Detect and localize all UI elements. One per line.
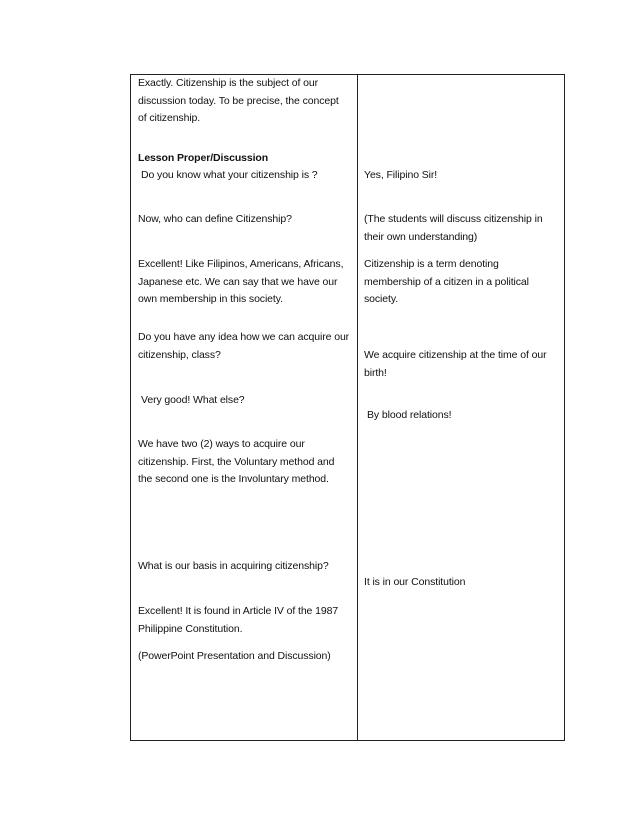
question-citizenship: Do you know what your citizenship is ? [141,169,318,181]
teacher-remark-very-good: Very good! What else? [141,394,245,406]
column-divider [357,74,358,741]
answer-definition: Citizenship is a term denoting membership of a citizen in a political society. [364,258,529,305]
teacher-remark-excellent: Excellent! Like Filipinos, Americans, Africans, Japanese etc. We can say that we have our own membership in this society. [138,258,344,305]
question-basis: What is our basis in acquiring citizenship? [138,560,329,572]
answer-constitution: It is in our Constitution [364,576,466,588]
answer-blood: By blood relations! [367,409,452,421]
question-acquire: Do you have any idea how we can acquire our citizenship, class? [138,331,350,361]
section-heading: Lesson Proper/Discussion [138,152,269,164]
teacher-remark-article: Excellent! It is found in Article IV of the 1987 Philippine Constitution. [138,605,339,635]
question-define: Now, who can define Citizenship? [138,213,292,225]
answer-filipino: Yes, Filipino Sir! [364,169,438,181]
presentation-note: (PowerPoint Presentation and Discussion) [138,650,331,662]
answer-birth: We acquire citizenship at the time of our birth! [364,349,547,379]
answer-students-discuss: (The students will discuss citizenship in their own understanding) [364,213,543,243]
intro-text: Exactly. Citizenship is the subject of our discussion today. To be precise, the concept of citizenship. [138,77,339,124]
teacher-explanation-methods: We have two (2) ways to acquire our citizenship. First, the Voluntary method and the second one is the Involuntary method. [138,438,335,485]
